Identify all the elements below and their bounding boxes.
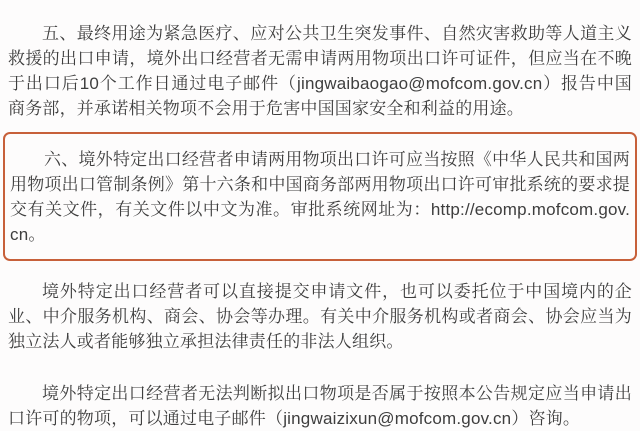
paragraph-clause-5: 五、最终用途为紧急医疗、应对公共卫生突发事件、自然灾害救助等人道主义救援的出口申请，境外出口经营者无需申请两用物项出口许可证件，但应当在不晚于出口后10个工作日通过电子邮件（jingwaibaogao@mofcom.gov.cn）报告中国商务部，并承诺相关物项不会用于危害中国国家安全和利益的用途。 <box>8 24 632 118</box>
paragraph-clause-consultation: 境外特定出口经营者无法判断拟出口物项是否属于按照本公告规定应当申请出口许可的物项，可以通过电子邮件（jingwaizixun@mofcom.gov.cn）咨询。 <box>8 384 632 428</box>
paragraph-clause-agents: 境外特定出口经营者可以直接提交申请文件，也可以委托位于中国境内的企业、中介服务机构、商会、协会等办理。有关中介服务机构或者商会、协会应当为独立法人或者能够独立承担法律责任的非法人组织。 <box>8 282 632 351</box>
paragraph-clause-6-highlighted: 六、境外特定出口经营者申请两用物项出口许可应当按照《中华人民共和国两用物项出口管制条例》第十六条和中国商务部两用物项出口许可审批系统的要求提交有关文件，有关文件以中文为准。审批系统网址为：http://ecomp.mofcom.gov.cn。 <box>10 150 630 244</box>
highlight-box <box>3 132 637 261</box>
